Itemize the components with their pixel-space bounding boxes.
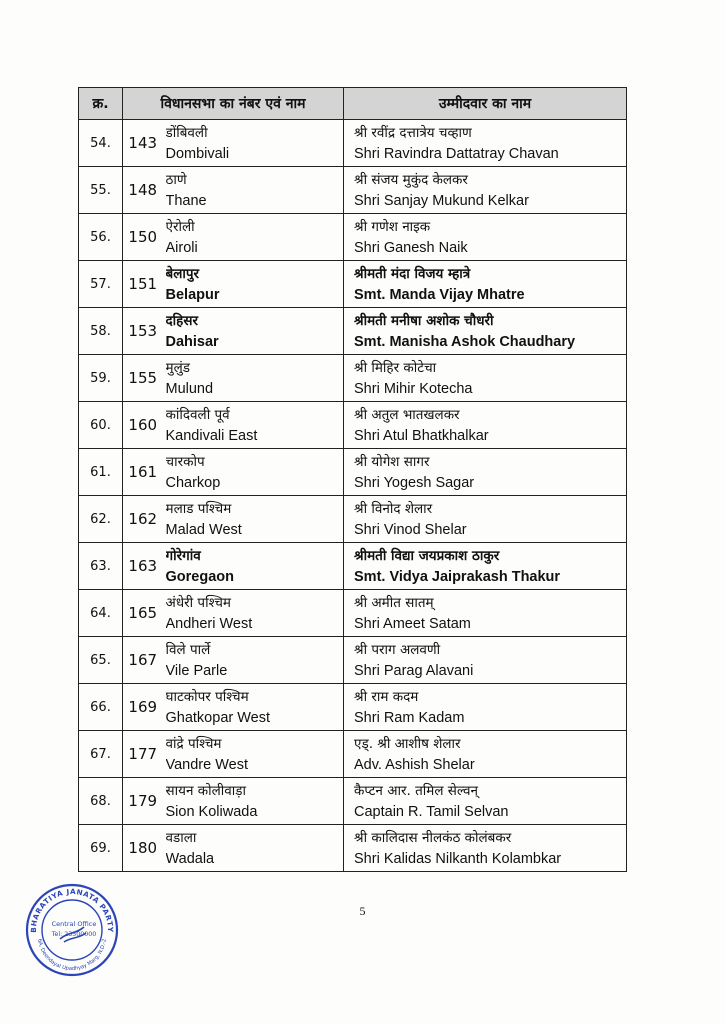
serial-number: 55. — [79, 167, 123, 214]
constituency-name-english: Thane — [165, 192, 207, 209]
candidate-name-english: Shri Mihir Kotecha — [354, 380, 473, 397]
constituency-name-english: Mulund — [165, 380, 214, 397]
candidate-name-hindi: श्रीमती विद्या जयप्रकाश ठाकुर — [354, 547, 500, 564]
table-row — [79, 214, 627, 261]
constituency-number: 155 — [123, 355, 163, 402]
serial-number: 58. — [79, 308, 123, 355]
candidate-name-english: Smt. Manda Vijay Mhatre — [354, 286, 525, 303]
constituency-name-english: Charkop — [165, 474, 221, 491]
candidate-name-hindi: श्री गणेश नाइक — [354, 218, 431, 235]
serial-number: 60. — [79, 402, 123, 449]
candidate-name-english: Shri Ameet Satam — [354, 615, 471, 632]
candidate-name-english: Shri Ravindra Dattatray Chavan — [354, 145, 559, 162]
table-row — [79, 167, 627, 214]
candidate-name — [344, 214, 627, 261]
candidate-name-english: Shri Ram Kadam — [354, 709, 465, 726]
header-serial: क्र. — [79, 88, 123, 120]
constituency-name-english: Kandivali East — [165, 427, 258, 444]
candidate-name-hindi: श्री विनोद शेलार — [354, 500, 433, 517]
constituency-number: 160 — [123, 402, 163, 449]
candidate-name — [344, 167, 627, 214]
constituency-name-english: Andheri West — [165, 615, 253, 632]
constituency-number: 143 — [123, 120, 163, 167]
serial-number: 64. — [79, 590, 123, 637]
constituency-number: 163 — [123, 543, 163, 590]
candidate-name — [344, 825, 627, 872]
constituency-number: 153 — [123, 308, 163, 355]
constituency-name-hindi: दहिसर — [165, 312, 198, 329]
constituency-name — [163, 496, 344, 543]
constituency-name — [163, 778, 344, 825]
candidate-name — [344, 778, 627, 825]
serial-number: 59. — [79, 355, 123, 402]
table-row — [79, 778, 627, 825]
constituency-number: 167 — [123, 637, 163, 684]
candidate-name-english: Shri Ganesh Naik — [354, 239, 468, 256]
candidate-name-english: Shri Vinod Shelar — [354, 521, 467, 538]
candidate-name-hindi: श्री योगेश सागर — [354, 453, 430, 470]
candidate-name-english: Smt. Vidya Jaiprakash Thakur — [354, 568, 561, 585]
candidate-name-hindi: श्री राम कदम — [354, 688, 419, 705]
candidate-name — [344, 731, 627, 778]
candidate-name-hindi: कैप्टन आर. तमिल सेल्वन् — [354, 782, 479, 799]
candidate-name — [344, 355, 627, 402]
constituency-name-hindi: विले पार्ले — [165, 641, 211, 658]
constituency-name-english: Dahisar — [165, 333, 219, 350]
candidate-name — [344, 120, 627, 167]
constituency-name — [163, 308, 344, 355]
serial-number: 57. — [79, 261, 123, 308]
table-row — [79, 543, 627, 590]
candidate-name-english: Shri Sanjay Mukund Kelkar — [354, 192, 529, 209]
candidate-name — [344, 496, 627, 543]
constituency-name — [163, 825, 344, 872]
candidate-name-hindi: श्री अमीत सातम् — [354, 594, 434, 611]
table-row — [79, 308, 627, 355]
table-row — [79, 825, 627, 872]
constituency-name-hindi: कांदिवली पूर्व — [165, 406, 230, 423]
party-seal — [24, 882, 120, 978]
serial-number: 61. — [79, 449, 123, 496]
constituency-name-english: Vandre West — [165, 756, 248, 773]
constituency-name-hindi: चारकोप — [165, 453, 205, 470]
candidate-name — [344, 637, 627, 684]
constituency-name-hindi: डोंबिवली — [165, 124, 208, 141]
seal-stamp-icon — [24, 882, 120, 978]
candidate-name-english: Shri Kalidas Nilkanth Kolambkar — [354, 850, 562, 867]
page-number: 5 — [359, 904, 366, 918]
candidate-name-hindi: श्रीमती मनीषा अशोक चौधरी — [354, 312, 494, 329]
constituency-name-english: Vile Parle — [165, 662, 228, 679]
candidate-name-hindi: श्री मिहिर कोटेचा — [354, 359, 437, 376]
constituency-name-hindi: सायन कोलीवाड़ा — [165, 782, 246, 799]
constituency-name — [163, 731, 344, 778]
serial-number: 63. — [79, 543, 123, 590]
constituency-name-hindi: मलाड पश्चिम — [165, 500, 232, 517]
serial-number: 66. — [79, 684, 123, 731]
candidate-table — [78, 87, 627, 872]
candidate-name-english: Captain R. Tamil Selvan — [354, 803, 509, 820]
constituency-name — [163, 543, 344, 590]
constituency-name-english: Goregaon — [165, 568, 234, 585]
constituency-number: 179 — [123, 778, 163, 825]
constituency-number: 148 — [123, 167, 163, 214]
constituency-name-hindi: ठाणे — [165, 171, 187, 188]
table-row — [79, 402, 627, 449]
serial-number: 62. — [79, 496, 123, 543]
constituency-name — [163, 590, 344, 637]
candidate-name-english: Shri Atul Bhatkhalkar — [354, 427, 489, 444]
table-row — [79, 355, 627, 402]
table-row — [79, 449, 627, 496]
candidate-list — [78, 87, 626, 872]
constituency-number: 150 — [123, 214, 163, 261]
candidate-name-english: Shri Yogesh Sagar — [354, 474, 475, 491]
constituency-name-english: Belapur — [165, 286, 220, 303]
constituency-name-english: Malad West — [165, 521, 242, 538]
candidate-name — [344, 543, 627, 590]
constituency-number: 165 — [123, 590, 163, 637]
constituency-name-english: Airoli — [165, 239, 198, 256]
serial-number: 67. — [79, 731, 123, 778]
svg-text:6A, Deendayal Upadhyay Marg, N: 6A, Deendayal Upadhyay Marg, N.D.-2 — [36, 938, 108, 973]
serial-number: 69. — [79, 825, 123, 872]
table-header-row — [79, 88, 627, 120]
table-row — [79, 261, 627, 308]
svg-text:Central Office: Central Office — [51, 920, 97, 928]
constituency-number: 177 — [123, 731, 163, 778]
candidate-name-english: Shri Parag Alavani — [354, 662, 474, 679]
constituency-number: 161 — [123, 449, 163, 496]
constituency-number: 169 — [123, 684, 163, 731]
constituency-name-english: Wadala — [165, 850, 215, 867]
constituency-name-hindi: बेलापुर — [165, 265, 200, 282]
serial-number: 65. — [79, 637, 123, 684]
constituency-number: 162 — [123, 496, 163, 543]
constituency-name — [163, 167, 344, 214]
constituency-name-hindi: अंधेरी पश्चिम — [165, 594, 231, 611]
candidate-name-hindi: श्री संजय मुकुंद केलकर — [354, 171, 468, 188]
table-row — [79, 496, 627, 543]
candidate-name — [344, 449, 627, 496]
candidate-name — [344, 402, 627, 449]
serial-number: 54. — [79, 120, 123, 167]
candidate-name-hindi: श्री रवींद्र दत्तात्रेय चव्हाण — [354, 124, 472, 141]
table-row — [79, 590, 627, 637]
constituency-name-hindi: गोरेगांव — [165, 547, 201, 564]
constituency-name-hindi: वांद्रे पश्चिम — [165, 735, 222, 752]
constituency-name-hindi: वडाला — [165, 829, 197, 846]
candidate-name-hindi: श्रीमती मंदा विजय म्हात्रे — [354, 265, 471, 282]
constituency-name — [163, 120, 344, 167]
serial-number: 68. — [79, 778, 123, 825]
constituency-number: 180 — [123, 825, 163, 872]
constituency-name-english: Sion Koliwada — [165, 803, 258, 820]
constituency-name-english: Ghatkopar West — [165, 709, 271, 726]
candidate-name — [344, 308, 627, 355]
constituency-name-hindi: घाटकोपर पश्चिम — [165, 688, 249, 705]
constituency-name — [163, 261, 344, 308]
svg-text:BHARATIYA JANATA PARTY: BHARATIYA JANATA PARTY — [28, 886, 116, 933]
candidate-name-english: Adv. Ashish Shelar — [354, 756, 475, 773]
candidate-name — [344, 590, 627, 637]
constituency-name — [163, 449, 344, 496]
candidate-name — [344, 684, 627, 731]
table-row — [79, 684, 627, 731]
constituency-name-hindi: ऐरोली — [165, 218, 195, 235]
header-candidate: उम्मीदवार का नाम — [344, 88, 627, 120]
constituency-name — [163, 402, 344, 449]
table-row — [79, 731, 627, 778]
candidate-name-english: Smt. Manisha Ashok Chaudhary — [354, 333, 576, 350]
table-row — [79, 120, 627, 167]
candidate-name — [344, 261, 627, 308]
constituency-name — [163, 684, 344, 731]
candidate-name-hindi: एड्. श्री आशीष शेलार — [354, 735, 461, 752]
svg-text:Tel: 23500000: Tel: 23500000 — [51, 931, 97, 938]
constituency-name — [163, 355, 344, 402]
constituency-name — [163, 637, 344, 684]
serial-number: 56. — [79, 214, 123, 261]
constituency-name — [163, 214, 344, 261]
candidate-name-hindi: श्री अतुल भातखलकर — [354, 406, 460, 423]
header-constituency: विधानसभा का नंबर एवं नाम — [123, 88, 344, 120]
candidate-name-hindi: श्री पराग अलवणी — [354, 641, 441, 658]
table-row — [79, 637, 627, 684]
constituency-name-english: Dombivali — [165, 145, 230, 162]
constituency-name-hindi: मुलुंड — [165, 359, 190, 376]
candidate-name-hindi: श्री कालिदास नीलकंठ कोलंबकर — [354, 829, 512, 846]
constituency-number: 151 — [123, 261, 163, 308]
